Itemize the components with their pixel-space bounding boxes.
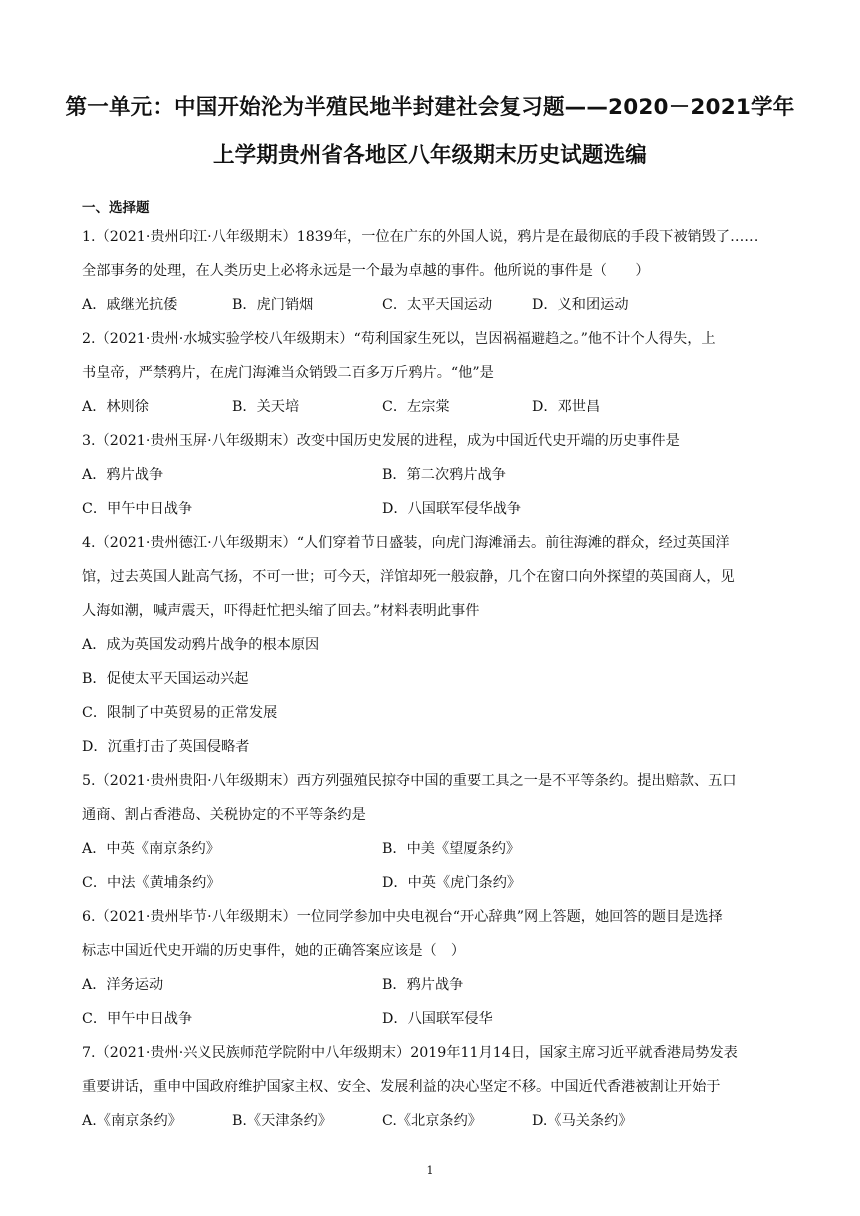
question-1-text-line-2: 全部事务的处理，在人类历史上必将永远是一个最为卓越的事件。他所说的事件是（ ）: [82, 263, 650, 279]
page-number: 1: [426, 1164, 434, 1177]
question-2-option-d[interactable]: D．邓世昌: [532, 399, 601, 415]
document-title-line-2: 上学期贵州省各地区八年级期末历史试题选编: [212, 143, 647, 168]
question-7-option-c[interactable]: C.《北京条约》: [382, 1113, 482, 1129]
question-5-option-a[interactable]: A．中英《南京条约》: [82, 841, 220, 857]
question-5-option-c[interactable]: C．中法《黄埔条约》: [82, 875, 221, 891]
question-6-option-a[interactable]: A．洋务运动: [82, 977, 164, 993]
question-3-option-b[interactable]: B．第二次鸦片战争: [382, 467, 506, 483]
question-4-text-line-1: 4.（2021·贵州德江·八年级期末）“人们穿着节日盛装，向虎门海滩涌去。前往海滩的群众，经过英国洋: [82, 535, 730, 551]
question-3-option-d[interactable]: D．八国联军侵华战争: [382, 501, 522, 517]
question-7-text-line-2: 重要讲话，重申中国政府维护国家主权、安全、发展利益的决心坚定不移。中国近代香港被割让开始于: [82, 1079, 721, 1095]
question-7-text-line-1: 7.（2021·贵州·兴义民族师范学院附中八年级期末）2019年11月14日，国家主席习近平就香港局势发表: [82, 1045, 738, 1061]
question-2-text-line-1: 2.（2021·贵州·水城实验学校八年级期末）“苟利国家生死以，岂因祸福避趋之。”他不计个人得失，上: [82, 331, 716, 347]
question-2-option-a[interactable]: A．林则徐: [82, 399, 149, 415]
question-6-option-c[interactable]: C．甲午中日战争: [82, 1011, 193, 1027]
question-4-option-c[interactable]: C．限制了中英贸易的正常发展: [82, 705, 278, 721]
question-2-option-c[interactable]: C．左宗棠: [382, 399, 450, 415]
question-4-text-line-2: 馆，过去英国人趾高气扬，不可一世；可今天，洋馆却死一般寂静，几个在窗口向外探望的英国商人，见: [82, 569, 735, 585]
question-3-option-c[interactable]: C．甲午中日战争: [82, 501, 193, 517]
question-3-text-line-1: 3.（2021·贵州玉屏·八年级期末）改变中国历史发展的进程，成为中国近代史开端的历史事件是: [82, 433, 680, 449]
question-3-option-a[interactable]: A．鸦片战争: [82, 467, 164, 483]
question-1-option-d[interactable]: D．义和团运动: [532, 297, 629, 313]
question-6-option-b[interactable]: B．鸦片战争: [382, 977, 464, 993]
question-4-option-d[interactable]: D．沉重打击了英国侵略者: [82, 739, 250, 755]
question-5-text-line-1: 5.（2021·贵州贵阳·八年级期末）西方列强殖民掠夺中国的重要工具之一是不平等条约。提出赔款、五口: [82, 773, 737, 789]
question-2-text-line-2: 书皇帝，严禁鸦片，在虎门海滩当众销毁二百多万斤鸦片。“他”是: [82, 365, 494, 381]
question-6-option-d[interactable]: D．八国联军侵华: [382, 1011, 493, 1027]
question-7-option-b[interactable]: B.《天津条约》: [232, 1113, 333, 1129]
question-1-option-a[interactable]: A．戚继光抗倭: [82, 297, 178, 313]
question-2-option-b[interactable]: B．关天培: [232, 399, 300, 415]
question-5-text-line-2: 通商、割占香港岛、关税协定的不平等条约是: [82, 807, 366, 823]
question-4-option-b[interactable]: B．促使太平天国运动兴起: [82, 671, 249, 687]
section-heading: 一、选择题: [82, 200, 150, 216]
question-7-option-a[interactable]: A.《南京条约》: [82, 1113, 182, 1129]
question-6-text-line-2: 标志中国近代史开端的历史事件，她的正确答案应该是（ ）: [82, 943, 466, 959]
question-4-option-a[interactable]: A．成为英国发动鸦片战争的根本原因: [82, 637, 320, 653]
document-title-line-1: 第一单元：中国开始沦为半殖民地半封建社会复习题——2020－2021学年: [65, 95, 795, 120]
question-5-option-d[interactable]: D．中英《虎门条约》: [382, 875, 522, 891]
question-4-text-line-3: 人海如潮，喊声震天，吓得赶忙把头缩了回去。”材料表明此事件: [82, 603, 480, 619]
question-1-option-c[interactable]: C．太平天国运动: [382, 297, 493, 313]
question-5-option-b[interactable]: B．中美《望厦条约》: [382, 841, 521, 857]
question-1-text-line-1: 1.（2021·贵州印江·八年级期末）1839年，一位在广东的外国人说，鸦片是在最彻底的手段下被销毁了……: [82, 229, 759, 245]
question-7-option-d[interactable]: D.《马关条约》: [532, 1113, 633, 1129]
question-6-text-line-1: 6.（2021·贵州毕节·八年级期末）一位同学参加中央电视台“开心辞典”网上答题，她回答的题目是选择: [82, 909, 723, 925]
question-1-option-b[interactable]: B．虎门销烟: [232, 297, 314, 313]
